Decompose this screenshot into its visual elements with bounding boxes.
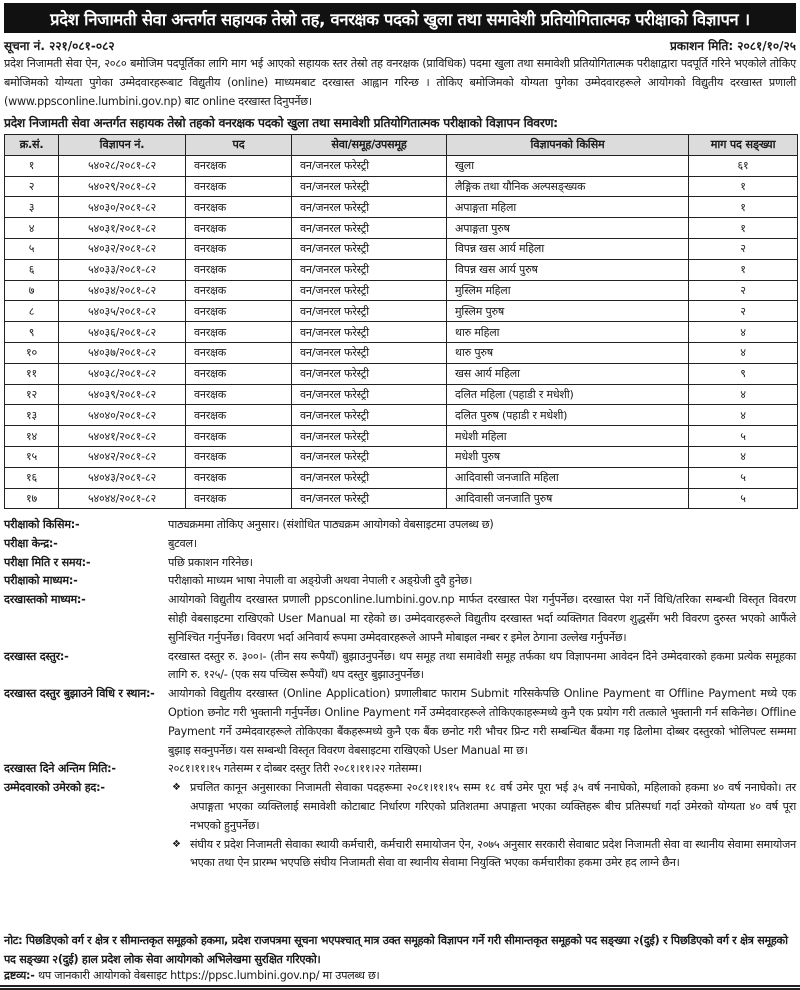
cell-ad-no: ५४०३४/२०८१-८२ — [59, 280, 186, 301]
cell-post-count: ५ — [689, 426, 798, 447]
cell-sn: ९ — [5, 322, 59, 343]
cell-service: वन/जनरल फरेस्ट्री — [292, 301, 447, 322]
table-row — [5, 301, 798, 322]
cell-service: वन/जनरल फरेस्ट्री — [292, 238, 447, 259]
note-paragraph: नोट: पिछडिएको वर्ग र क्षेत्र र सीमान्तकृत समूहको हकमा, प्रदेश राजपत्रमा सूचना भएपश्चात् मात्र उक्त समूहको विज्ञापन गर्ने गरी सीमान्तकृत समूहको पद सङ्ख्या २(दुई) र पिछडिएको वर्ग र क्षेत्र समूहको पद सङ्ख्या २(दुई) हाल प्रदेश लोक सेवा आयोगको अभिलेखमा सुरक्षित गरिएको। — [4, 934, 788, 966]
cell-ad-type: दलित पुरुष (पहाडी र मधेशी) — [447, 405, 689, 426]
detail-application-medium — [4, 591, 796, 647]
cell-sn: २ — [5, 176, 59, 197]
detail-label: उम्मेदवारको उमेरको हद:- — [4, 781, 105, 795]
cell-post-count: ४ — [689, 342, 798, 363]
detail-label: परीक्षा मिति र समय:- — [4, 555, 91, 569]
col-header-post-count: माग पद सङ्ख्या — [689, 135, 798, 156]
cell-sn: ६ — [5, 259, 59, 280]
table-row — [5, 280, 798, 301]
cell-sn: ८ — [5, 301, 59, 322]
detail-application-fee — [4, 648, 796, 686]
cell-ad-no: ५४०४१/२०८१-८२ — [59, 426, 186, 447]
cell-ad-no: ५४०३३/२०८१-८२ — [59, 259, 186, 280]
table-row — [5, 176, 798, 197]
cell-ad-type: अपाङ्गता महिला — [447, 197, 689, 218]
age-limit-text: प्रचलित कानून अनुसारका निजामती सेवाका पदहरूमा २०८१।११।१५ सम्म १८ वर्ष उमेर पूरा भई ३५ वर्ष ननाघेको, महिलाको हकमा ४० वर्ष ननाघेको। तर अपाङ्गता भएका व्यक्तिलाई समावेशी कोटाबाट निर्धारण गरिएको प्रतिशतमा अपाङ्गता भएका व्यक्तिहरू बीच प्रतिस्पर्धा गर्दा उमेरको योग्यता ४० वर्ष पूरा नभएको हुनुपर्नेछ। — [190, 781, 796, 832]
cell-post: वनरक्षक — [186, 238, 292, 259]
cell-ad-type: मधेशी पुरुष — [447, 446, 689, 467]
cell-post: वनरक्षक — [186, 363, 292, 384]
notice-title-banner — [4, 3, 796, 33]
cell-sn: १० — [5, 342, 59, 363]
table-title: प्रदेश निजामती सेवा अन्तर्गत सहायक तेस्रो तहको वनरक्षक पदको खुला तथा समावेशी प्रतियोगितात्मक परीक्षाको विज्ञापन विवरण: — [4, 116, 558, 130]
col-header-service: सेवा/समूह/उपसमूह — [292, 135, 447, 156]
cell-service: वन/जनरल फरेस्ट्री — [292, 363, 447, 384]
table-row — [5, 238, 798, 259]
cell-service: वन/जनरल फरेस्ट्री — [292, 384, 447, 405]
detail-label: परीक्षाको किसिम:- — [4, 518, 80, 531]
cell-post-count: ४ — [689, 405, 798, 426]
table-row — [5, 342, 798, 363]
see-also-text: थप जानकारी आयोगको वेबसाइट https://ppsc.lumbini.gov.np/ मा उपलब्ध छ। — [37, 969, 380, 982]
cell-post-count: १ — [689, 259, 798, 280]
diamond-bullet-icon: ❖ — [172, 782, 181, 794]
detail-label: दरखास्तको माध्यम:- — [4, 593, 86, 607]
cell-ad-type: मुस्लिम महिला — [447, 280, 689, 301]
detail-label: दरखास्त दस्तुर:- — [4, 649, 69, 663]
cell-sn: १२ — [5, 384, 59, 405]
cell-post-count: २ — [689, 238, 798, 259]
see-also-label: द्रष्टव्य:- — [4, 969, 35, 982]
cell-service: वन/जनरल फरेस्ट्री — [292, 467, 447, 488]
intro-paragraph: प्रदेश निजामती सेवा ऐन, २०८० बमोजिम पदपूर्तिका लागि माग भई आएको सहायक स्तर तेस्रो तह वनरक्षक (प्राविधिक) पदमा खुला तथा समावेशी प्रतियोगितात्मक परीक्षाद्वारा पदपूर्ति गरिने भएकोले तोकिए बमोजिमको योग्यता पुगेका उम्मेदवारहरूबाट विद्युतीय (online) माध्यमबाट दरखास्त आह्वान गरिन्छ । तोकिए बमोजिमको योग्यता पुगेका उम्मेदवारहरूले आयोगको विद्युतीय दरखास्त प्रणाली (www.ppsconline.lumbini.gov.np) बाट online दरखास्त दिनुपर्नेछ। — [4, 57, 796, 108]
notice-number: सूचना नं. २२१/०८१-०८२ — [4, 38, 115, 53]
cell-service: वन/जनरल फरेस्ट्री — [292, 488, 447, 509]
cell-ad-no: ५४०३२/२०८१-८२ — [59, 238, 186, 259]
detail-exam-date — [4, 554, 796, 573]
exam-details — [4, 516, 796, 873]
cell-ad-no: ५४०४४/२०८१-८२ — [59, 488, 186, 509]
detail-value: २०८१।११।१५ गतेसम्म र दोब्बर दस्तुर तिरी २०८१।११।२२ गतेसम्म। — [168, 762, 422, 776]
cell-post: वनरक्षक — [186, 218, 292, 239]
cell-post: वनरक्षक — [186, 342, 292, 363]
cell-service: वन/जनरल फरेस्ट्री — [292, 218, 447, 239]
cell-sn: १७ — [5, 488, 59, 509]
cell-post: वनरक्षक — [186, 301, 292, 322]
cell-post: वनरक्षक — [186, 322, 292, 343]
age-limit-text: संघीय र प्रदेश निजामती सेवाका स्थायी कर्मचारी, कर्मचारी समायोजन ऐन, २०७५ अनुसार सरकारी सेवाबाट प्रदेश निजामती सेवा वा स्थानीय सेवामा समायोजन भएका तथा ऐन प्रारम्भ भएपछि संघीय निजामती सेवा वा स्थानीय सेवामा नियुक्ति भएका कर्मचारीका हकमा उमेर हद लाग्ने छैन। — [190, 837, 796, 870]
cell-post: वनरक्षक — [186, 405, 292, 426]
cell-post-count: ५ — [689, 488, 798, 509]
table-row — [5, 467, 798, 488]
cell-sn: ५ — [5, 238, 59, 259]
detail-payment-method — [4, 685, 796, 760]
cell-ad-type: दलित महिला (पहाडी र मधेशी) — [447, 384, 689, 405]
table-row — [5, 322, 798, 343]
cell-ad-no: ५४०३७/२०८१-८२ — [59, 342, 186, 363]
diamond-bullet-icon: ❖ — [172, 838, 181, 850]
cell-post: वनरक्षक — [186, 467, 292, 488]
detail-value: पाठ्यक्रममा तोकिए अनुसार। (संशोधित पाठ्यक्रम आयोगको वेबसाइटमा उपलब्ध छ) — [168, 518, 494, 531]
cell-ad-no: ५४०४३/२०८१-८२ — [59, 467, 186, 488]
cell-sn: १५ — [5, 446, 59, 467]
cell-post: वनरक्षक — [186, 176, 292, 197]
detail-label: परीक्षाको माध्यम:- — [4, 574, 78, 588]
cell-sn: ११ — [5, 363, 59, 384]
cell-post: वनरक्षक — [186, 197, 292, 218]
cell-post: वनरक्षक — [186, 446, 292, 467]
age-limit-item — [168, 836, 796, 874]
col-header-post: पद — [186, 135, 292, 156]
cell-ad-type: खस आर्य महिला — [447, 363, 689, 384]
cell-ad-no: ५४०३६/२०८१-८२ — [59, 322, 186, 343]
table-row — [5, 155, 798, 176]
see-also-line — [4, 968, 796, 984]
cell-ad-type: विपन्न खस आर्य महिला — [447, 238, 689, 259]
detail-value: आयोगको विद्युतीय दरखास्त प्रणाली ppsconline.lumbini.gov.np मार्फत दरखास्त पेश गर्नुपर्नेछ। दरखास्त पेश गर्ने विधि/तरिका सम्बन्धी विस्तृत विवरण सोही वेबसाइटमा राखिएको User Manual मा रहेको छ। उम्मेदवारहरूले विद्युतीय दरखास्त भर्दा व्यक्तिगत विवरण शुद्धसँग भरी विवरण दुरुस्त भएको आफैंले सुनिश्चित गर्नुपर्नेछ। विवरण भर्दा अनिवार्य रूपमा उम्मेदवारहरूले आफ्नै मोबाइल नम्बर र इमेल ठेगाना उल्लेख गर्नुपर्नेछ। — [168, 593, 796, 644]
cell-post: वनरक्षक — [186, 384, 292, 405]
col-header-ad-type: विज्ञापनको किसिम — [447, 135, 689, 156]
cell-post-count: १ — [689, 197, 798, 218]
cell-post-count: ४ — [689, 384, 798, 405]
cell-post-count: २ — [689, 301, 798, 322]
table-row — [5, 488, 798, 509]
cell-ad-type: आदिवासी जनजाति पुरुष — [447, 488, 689, 509]
cell-ad-type: लैङ्गिक तथा यौनिक अल्पसङ्ख्यक — [447, 176, 689, 197]
publish-date: प्रकाशन मिति: २०८१/१०/२५ — [669, 38, 796, 53]
cell-post-count: ४ — [689, 446, 798, 467]
cell-ad-type: विपन्न खस आर्य पुरुष — [447, 259, 689, 280]
detail-value: आयोगको विद्युतीय दरखास्त (Online Application) प्रणालीबाट फाराम Submit गरिसकेपछि Online Payment वा Offline Payment मध्ये एक Option छनोट गरी भुक्तानी गर्नुपर्नेछ। Online Payment गर्ने उम्मेदवारहरूले तोकिएकाहरूमध्ये कुनै एक प्रयोग गरी तत्काले भुक्तानी गर्न सकिनेछ। Offline Payment गर्ने उम्मेदवारहरूले तोकिएका बैंकहरूमध्ये कुनै एक बैंक छनोट गरी भौचर प्रिन्ट गरी सम्बन्धित बैंकमा गइ ढिलोमा दोब्बर दस्तुरको भोलिपल्ट सम्ममा बुझाइ सक्नुपर्नेछ। यस सम्बन्धी विस्तृत विवरण वेबसाइटमा राखिएको User Manual मा छ। — [168, 687, 796, 757]
cell-service: वन/जनरल फरेस्ट्री — [292, 176, 447, 197]
cell-service: वन/जनरल फरेस्ट्री — [292, 405, 447, 426]
table-row — [5, 405, 798, 426]
cell-post: वनरक्षक — [186, 259, 292, 280]
bottom-double-rule — [0, 985, 800, 990]
cell-sn: ४ — [5, 218, 59, 239]
cell-ad-type: थारु महिला — [447, 322, 689, 343]
detail-deadline — [4, 760, 796, 779]
table-body — [5, 155, 798, 509]
cell-service: वन/जनरल फरेस्ट्री — [292, 280, 447, 301]
detail-exam-center — [4, 535, 796, 554]
cell-service: वन/जनरल फरेस्ट्री — [292, 342, 447, 363]
cell-ad-type: थारु पुरुष — [447, 342, 689, 363]
cell-sn: ३ — [5, 197, 59, 218]
cell-ad-no: ५४०२९/२०८१-८२ — [59, 176, 186, 197]
vacancy-table — [4, 134, 798, 509]
detail-label: दरखास्त दिने अन्तिम मिति:- — [4, 762, 116, 776]
notice-title: प्रदेश निजामती सेवा अन्तर्गत सहायक तेस्रो तह, वनरक्षक पदको खुला तथा समावेशी प्रतियोगितात्मक परीक्षाको विज्ञापन । — [50, 9, 750, 29]
cell-ad-no: ५४०३१/२०८१-८२ — [59, 218, 186, 239]
cell-ad-type: मधेशी महिला — [447, 426, 689, 447]
cell-post-count: ६१ — [689, 155, 798, 176]
cell-service: वन/जनरल फरेस्ट्री — [292, 446, 447, 467]
cell-post-count: २ — [689, 280, 798, 301]
cell-post: वनरक्षक — [186, 155, 292, 176]
table-row — [5, 197, 798, 218]
detail-value: परीक्षाको माध्यम भाषा नेपाली वा अङ्ग्रेजी अथवा नेपाली र अङ्ग्रेजी दुवै हुनेछ। — [168, 574, 473, 588]
cell-post: वनरक्षक — [186, 426, 292, 447]
detail-value: दरखास्त दस्तुर रु. ३००।- (तीन सय रूपैयाँ) बुझाउनुपर्नेछ। थप समूह तथा समावेशी समूह तर्फका थप विज्ञापनमा आवेदन दिने उम्मेदवारको हकमा प्रत्येक समूहका लागि रु. १२५/- (एक सय पच्चिस रूपैयाँ) थप दस्तुर बुझाउनुपर्नेछ। — [168, 649, 796, 682]
cell-post-count: ५ — [689, 467, 798, 488]
col-header-sn: क्र.सं. — [5, 135, 59, 156]
notice-meta-row — [4, 36, 796, 54]
table-row — [5, 218, 798, 239]
detail-exam-medium — [4, 572, 796, 591]
detail-value: बुटवल। — [168, 536, 197, 550]
detail-label: दरखास्त दस्तुर बुझाउने विधि र स्थान:- — [4, 687, 155, 701]
age-limit-item — [168, 779, 796, 835]
table-row — [5, 426, 798, 447]
col-header-ad-no: विज्ञापन नं. — [59, 135, 186, 156]
detail-age-limit — [4, 779, 796, 873]
age-limit-list — [168, 779, 796, 873]
cell-ad-no: ५४०३५/२०८१-८२ — [59, 301, 186, 322]
cell-post: वनरक्षक — [186, 488, 292, 509]
cell-service: वन/जनरल फरेस्ट्री — [292, 197, 447, 218]
cell-sn: १६ — [5, 467, 59, 488]
detail-label: परीक्षा केन्द्र:- — [4, 536, 58, 550]
detail-exam-type — [4, 516, 796, 535]
cell-sn: १३ — [5, 405, 59, 426]
table-row — [5, 363, 798, 384]
cell-ad-no: ५४०२८/२०८१-८२ — [59, 155, 186, 176]
table-row — [5, 384, 798, 405]
cell-ad-no: ५४०३९/२०८१-८२ — [59, 384, 186, 405]
cell-ad-type: खुला — [447, 155, 689, 176]
cell-ad-type: अपाङ्गता पुरुष — [447, 218, 689, 239]
cell-post-count: ९ — [689, 363, 798, 384]
cell-service: वन/जनरल फरेस्ट्री — [292, 426, 447, 447]
table-row — [5, 446, 798, 467]
cell-sn: १४ — [5, 426, 59, 447]
cell-ad-no: ५४०३०/२०८१-८२ — [59, 197, 186, 218]
cell-ad-no: ५४०३८/२०८१-८२ — [59, 363, 186, 384]
cell-service: वन/जनरल फरेस्ट्री — [292, 259, 447, 280]
cell-sn: ७ — [5, 280, 59, 301]
cell-service: वन/जनरल फरेस्ट्री — [292, 155, 447, 176]
cell-post-count: १ — [689, 218, 798, 239]
cell-ad-no: ५४०४२/२०८१-८२ — [59, 446, 186, 467]
table-header-row — [5, 135, 798, 156]
cell-post-count: १ — [689, 176, 798, 197]
cell-service: वन/जनरल फरेस्ट्री — [292, 322, 447, 343]
cell-ad-type: मुस्लिम पुरुष — [447, 301, 689, 322]
cell-post: वनरक्षक — [186, 280, 292, 301]
cell-sn: १ — [5, 155, 59, 176]
cell-post-count: ४ — [689, 322, 798, 343]
table-row — [5, 259, 798, 280]
cell-ad-type: आदिवासी जनजाति महिला — [447, 467, 689, 488]
cell-ad-no: ५४०४०/२०८१-८२ — [59, 405, 186, 426]
detail-value: पछि प्रकाशन गरिनेछ। — [168, 555, 253, 569]
